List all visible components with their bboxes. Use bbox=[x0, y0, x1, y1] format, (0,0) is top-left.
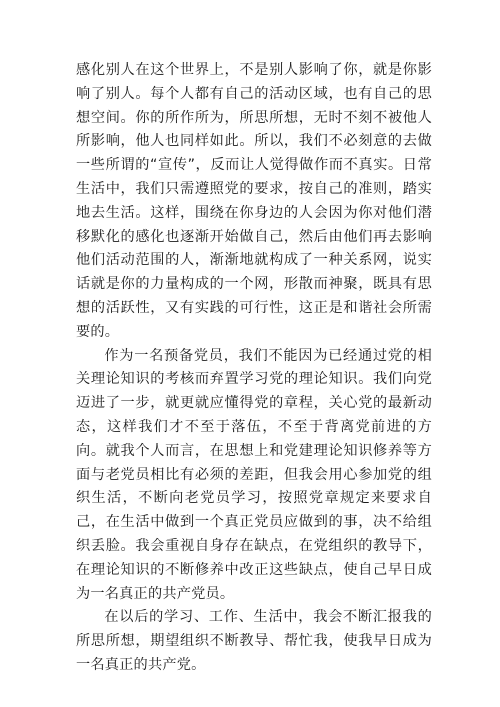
paragraph-probationary-member: 作为一名预备党员，我们不能因为已经通过党的相关理论知识的考核而弃置学习党的理论知识。我们向党迈进了一步，就更就应懂得党的章程，关心党的最新动态，这样我们才不至于落伍，不至于背离党前进的方向。就我个人而言，在思想上和党建理论知识修养等方面与老党员相比有必须的差距，但我会用心参加党的组织生活，不断向老党员学习，按照党章规定来要求自己，在生活中做到一个真正党员应做到的事，决不给组织丢脸。我会重视自身存在缺点，在党组织的教导下，在理论知识的不断修养中改正这些缺点，使自己早日成为一名真正的共产党员。 bbox=[76, 347, 432, 602]
paragraph-closing: 在以后的学习、工作、生活中，我会不断汇报我的所思所想，期望组织不断教导、帮忙我，使我早日成为一名真正的共产党。 bbox=[76, 609, 432, 673]
document-page bbox=[76, 59, 432, 678]
paragraph-continuation: 感化别人在这个世界上，不是别人影响了你，就是你影响了别人。每个人都有自己的活动区域，也有自己的思想空间。你的所作所为，所思所想，无时不刻不被他人所影响，他人也同样如此。所以，我们不必刻意的去做一些所谓的“宣传”，反而让人觉得做作而不真实。日常生活中，我们只需遵照党的要求，按自己的准则，踏实地去生活。这样，围绕在你身边的人会因为你对他们潜移默化的感化也逐渐开始做自己，然后由他们再去影响他们活动范围的人，渐渐地就构成了一种关系网，说实话就是你的力量构成的一个网，形散而神聚，既具有思想的活跃性，又有实践的可行性，这正是和谐社会所需要的。 bbox=[76, 62, 432, 340]
